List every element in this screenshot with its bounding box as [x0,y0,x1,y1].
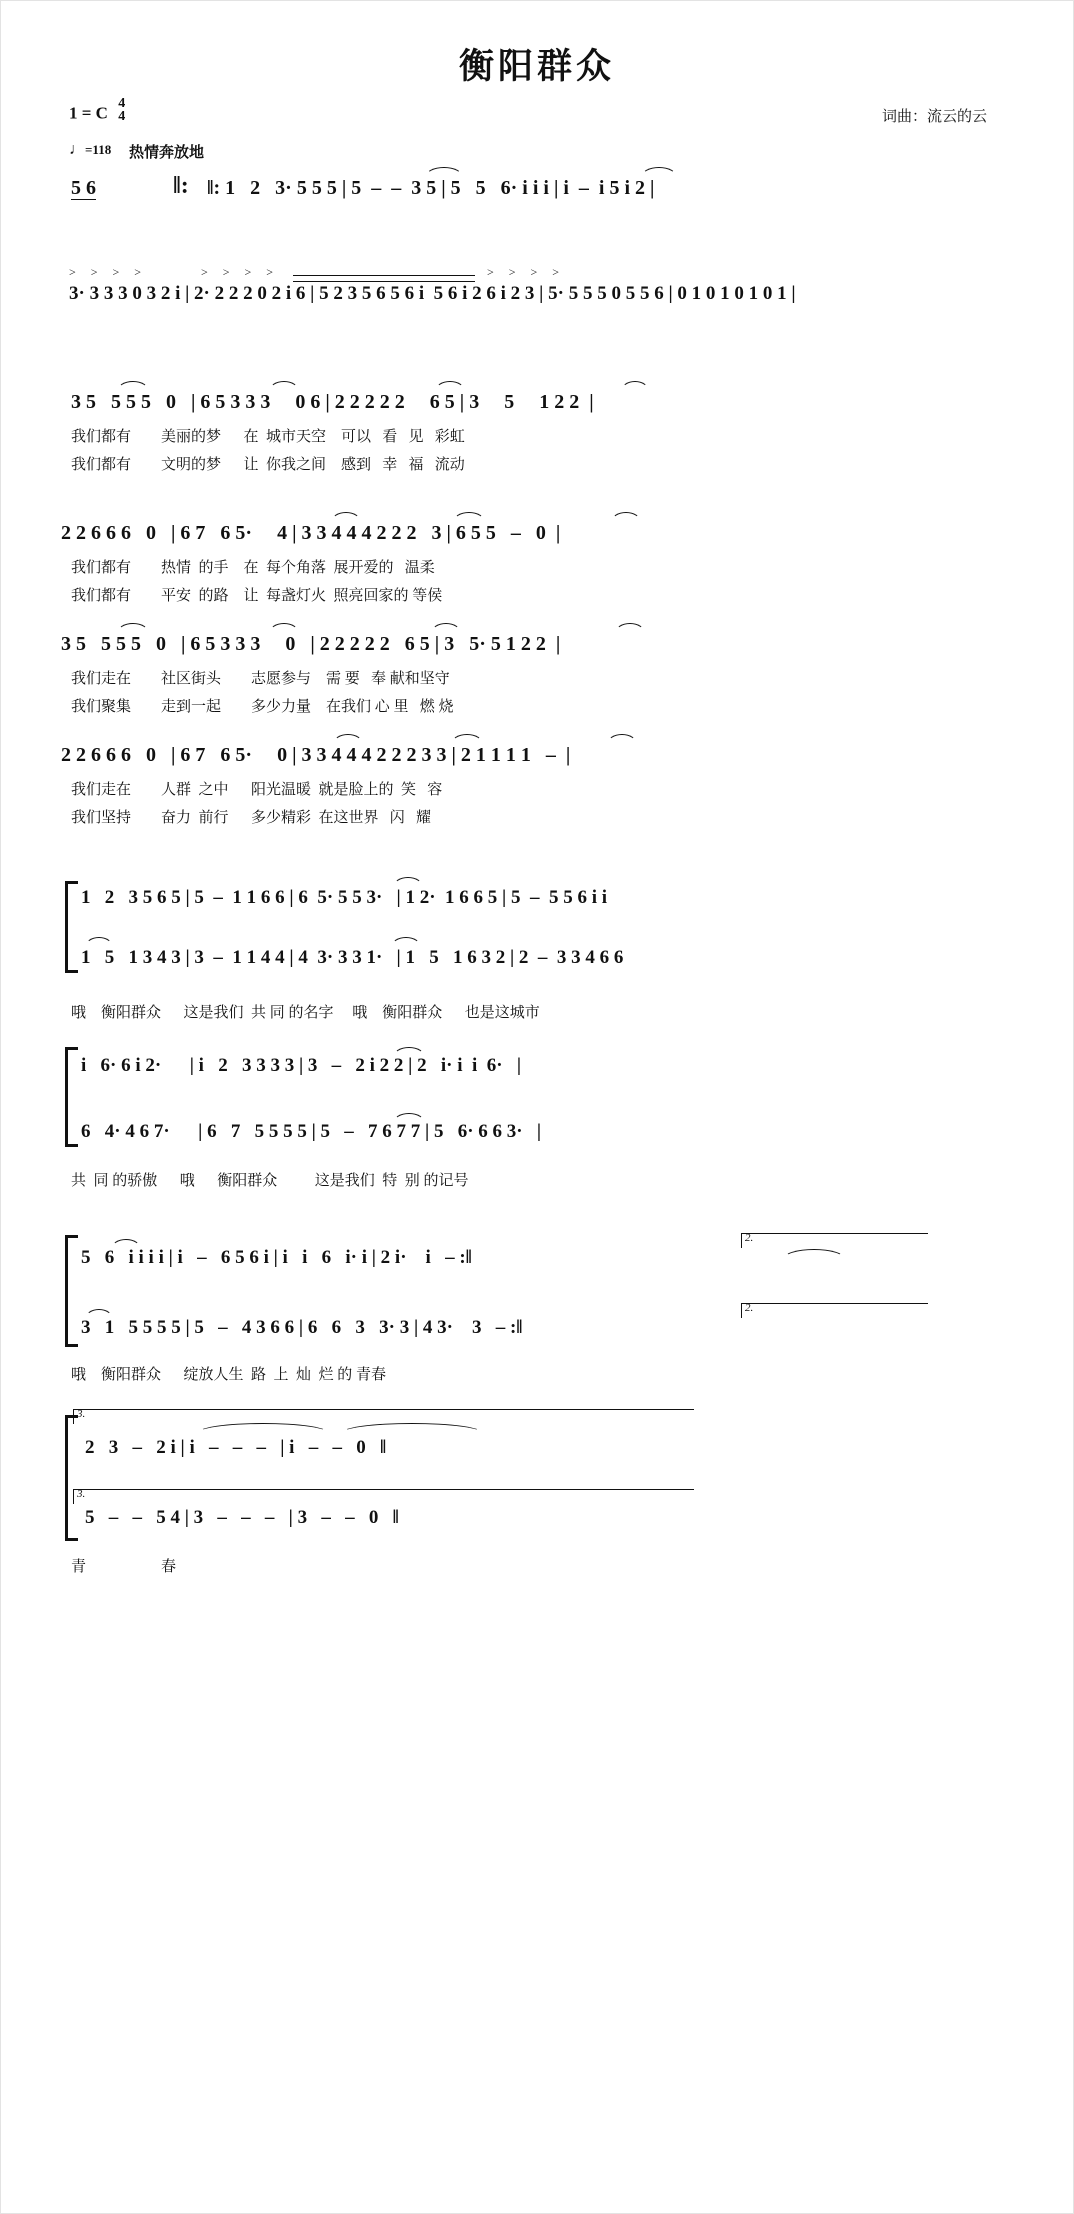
music-line-coda-lower: 5 – – 5 4 | 3 – – – | 3 – – 0 ‖ [85,1507,399,1528]
lyric-chorus-2: 共 同 的骄傲 哦 衡阳群众 这是我们 特 别 的记号 [71,1173,469,1189]
music-line-chorus-1-lower: 1 5 1 3 4 3 | 3 – 1 1 4 4 | 4 3· 3 3 1· | 1 5 1 6 3 2 | 2 – 3 3 4 6 6 [81,947,624,968]
music-line-chorus-3-upper: 5 6 i i i i | i – 6 5 6 i | i i 6 i· i | 2 i· i – :‖ [81,1247,472,1268]
page-title: 衡阳群众 [458,47,615,86]
repeat-start-barline: ‖: [173,173,189,199]
lyric-verse-1-line-1: 我们都有 美丽的梦 在 城市天空 可以 看 见 彩虹 [71,429,465,445]
lyric-verse-1-line-2: 我们都有 文明的梦 让 你我之间 感到 幸 福 流动 [71,457,465,473]
composer-credit: 词曲：流云的云 [881,109,987,125]
music-line-verse-3: 3 5 5 5 5 0 | 6 5 3 3 3 0 | 2 2 2 2 2 6 5 | 3 5· 5 1 2 2 | [61,633,561,655]
slur-v3-d [615,623,645,633]
lyric-verse-2-line-1: 我们都有 热情 的手 在 每个角落 展开爱的 温柔 [71,560,435,576]
system-brace-chorus-1 [65,881,78,973]
key-signature [69,97,125,124]
slur-v4-a [333,734,363,744]
lyric-verse-3-line-2: 我们聚集 走到一起 多少力量 在我们 心 里 燃 烧 [71,699,454,715]
third-ending-upper [73,1409,694,1424]
slur-v1-c [435,381,465,391]
slur-1 [425,167,463,177]
expression-marking: 热情奔放地 [129,145,205,161]
pickup-notes [71,177,96,200]
slur-2 [641,167,677,177]
lyric-chorus-3: 哦 衡阳群众 绽放人生 路 上 灿 烂 的 青春 [71,1367,387,1383]
lyric-verse-4-line-1: 我们走在 人群 之中 阳光温暖 就是脸上的 笑 容 [71,782,443,798]
second-ending-label-upper: 2. [745,1232,754,1244]
music-line-intro-2: 3· 3 3 3 0 3 2 i | 2· 2 2 2 0 2 i 6 | 5 2 3 5 6 5 6 i 5 6 i 2 6 i 2 3 | 5· 5 5 5 0 5 5 6 | 0 1 0 1 0 1 0 1 | [69,283,796,304]
time-sig-denominator: 4 [118,109,126,125]
second-ending-upper [741,1233,928,1248]
slur-v4-c [607,734,637,744]
tempo-value: =118 [85,142,112,157]
slur-c1-a [393,877,423,887]
tempo-marking [69,141,111,159]
slur-v2-b [453,512,485,522]
system-brace-coda [65,1415,78,1541]
time-signature [118,97,125,124]
pickup-value: 5 6 [71,177,96,199]
key-label: 1 = C [69,103,108,123]
slur-v3-b [269,623,299,633]
slur-c1-c [391,937,421,947]
music-line-chorus-2-lower: 6 4· 4 6 7· | 6 7 5 5 5 5 | 5 – 7 6 7 7 | 5 6· 6 6 3· | [81,1121,542,1142]
lyric-coda: 青 春 [71,1559,177,1575]
music-line-verse-1: 3 5 5 5 5 0 | 6 5 3 3 3 0 6 | 2 2 2 2 2 6 5 | 3 5 1 2 2 | [71,391,594,413]
music-line-coda-upper: 2 3 – 2 i | i – – – | i – – 0 ‖ [85,1437,387,1458]
quarter-note-icon: ♩ [69,141,85,158]
slur-c1-b [85,937,113,947]
phrase-line-1 [293,275,475,276]
accent-marks-left: > > > > [69,265,148,279]
lyric-verse-3-line-1: 我们走在 社区街头 志愿参与 需 要 奉 献和坚守 [71,671,450,687]
music-line-chorus-2-upper: i 6· 6 i 2· | i 2 3 3 3 3 | 3 – 2 i 2 2 | 2 i· i i 6· | [81,1055,522,1076]
slur-c3-c [783,1249,845,1259]
second-ending-label-lower: 2. [745,1302,754,1314]
slur-v1-d [621,381,649,391]
third-ending-lower [73,1489,694,1504]
slur-v3-a [117,623,149,633]
slur-v1-b [269,381,299,391]
music-line-chorus-1-upper: 1 2 3 5 6 5 | 5 – 1 1 6 6 | 6 5· 5 5 3· | 1 2· 1 6 6 5 | 5 – 5 5 6 i i [81,887,608,908]
slur-coda-a [197,1423,329,1433]
lyric-verse-2-line-2: 我们都有 平安 的路 让 每盏灯火 照亮回家的 等侯 [71,588,443,604]
music-line-verse-4: 2 2 6 6 6 0 | 6 7 6 5· 0 | 3 3 4 4 4 2 2 2 3 3 | 2 1 1 1 1 – | [61,744,571,766]
music-line-chorus-3-lower: 3 1 5 5 5 5 | 5 – 4 3 6 6 | 6 6 3 3· 3 | 4 3· 3 – :‖ [81,1317,523,1338]
slur-c3-a [111,1239,141,1249]
slur-c3-b [85,1309,113,1319]
accent-marks-mid: > > > > [201,265,280,279]
slur-v2-a [331,512,361,522]
third-ending-label-lower: 3. [77,1488,86,1500]
music-line-intro-1: ‖: 1 2 3· 5 5 5 | 5 – – 3 5 | 5 5 6· i i i | i – i 5 i 2 | [207,177,655,199]
slur-v1-a [117,381,149,391]
lyric-chorus-1: 哦 衡阳群众 这是我们 共 同 的名字 哦 衡阳群众 也是这城市 [71,1005,540,1021]
slur-v4-b [451,734,483,744]
accent-marks-right: > > > > [487,265,566,279]
second-ending-lower [741,1303,928,1318]
slur-v3-c [431,623,461,633]
phrase-line-2 [293,281,475,282]
system-brace-chorus-3 [65,1235,78,1347]
slur-c2-b [393,1113,425,1123]
slur-c2-a [393,1047,425,1057]
music-line-verse-2: 2 2 6 6 6 0 | 6 7 6 5· 4 | 3 3 4 4 4 2 2 2 3 | 6 5 5 – 0 | [61,522,561,544]
third-ending-label-upper: 3. [77,1408,86,1420]
slur-coda-b [341,1423,483,1433]
time-sig-numerator: 4 [118,96,126,111]
system-brace-chorus-2 [65,1047,78,1147]
lyric-verse-4-line-2: 我们坚持 奋力 前行 多少精彩 在这世界 闪 耀 [71,810,432,826]
slur-v2-c [611,512,641,522]
